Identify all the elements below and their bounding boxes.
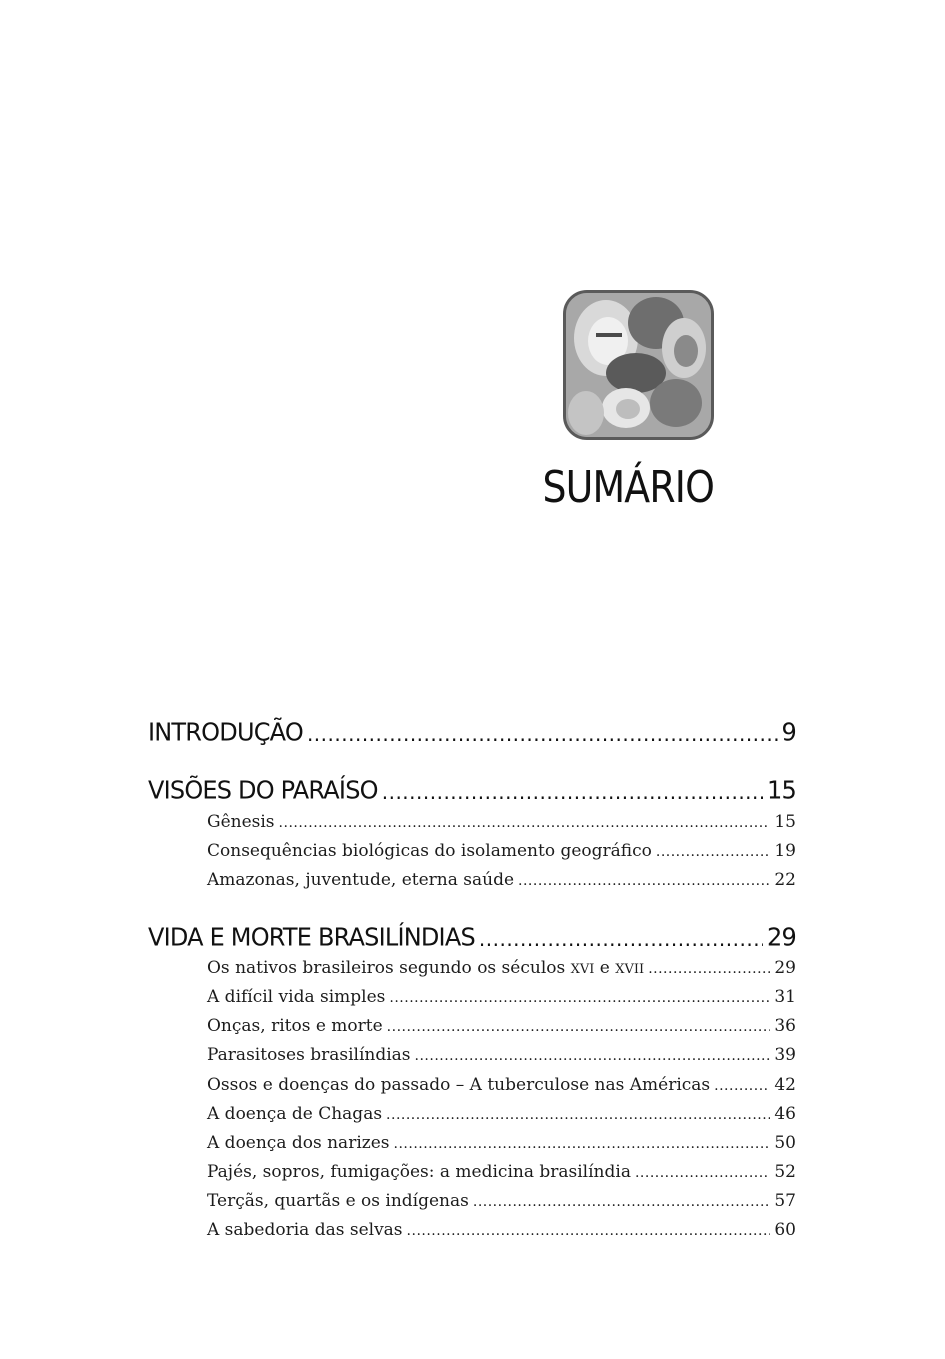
page-number: 19 [774, 841, 796, 861]
page-number: 29 [774, 958, 796, 978]
toc-section[interactable] [207, 1045, 796, 1069]
dot-leader [518, 870, 770, 894]
toc-section[interactable] [207, 812, 796, 836]
toc-section[interactable] [207, 841, 796, 865]
toc-chapter[interactable] [148, 776, 796, 808]
section-title: A sabedoria das selvas [207, 1220, 403, 1240]
page-number: 42 [774, 1075, 796, 1095]
section-title: Os nativos brasileiros segundo os séculos XVI e XVII [207, 958, 645, 978]
page-number: 9 [781, 717, 796, 747]
page-number: 15 [767, 775, 796, 805]
section-title: Consequências biológicas do isolamento geográfico [207, 841, 652, 861]
dot-leader [307, 718, 778, 750]
page-number: 15 [774, 812, 796, 832]
chapter-title: INTRODUÇÃO [148, 717, 303, 747]
section-title: A difícil vida simples [207, 987, 386, 1007]
section-title: Pajés, sopros, fumigações: a medicina brasilíndia [207, 1162, 631, 1182]
toc-section[interactable] [207, 870, 796, 894]
toc-section[interactable] [207, 958, 796, 982]
dot-leader [656, 841, 770, 865]
section-title: A doença de Chagas [207, 1104, 383, 1124]
dot-leader [386, 1104, 770, 1128]
page-number: 60 [774, 1220, 796, 1240]
toc-section[interactable] [207, 1016, 796, 1040]
dot-leader [407, 1220, 771, 1244]
page-number: 22 [774, 870, 796, 890]
page-number: 31 [774, 987, 796, 1007]
chapter-title: VISÕES DO PARAÍSO [148, 775, 378, 805]
toc-section[interactable] [207, 1162, 796, 1186]
toc-section[interactable] [207, 1191, 796, 1215]
toc-section[interactable] [207, 1104, 796, 1128]
page-number: 57 [774, 1191, 796, 1211]
dot-leader [714, 1075, 770, 1099]
dot-leader [479, 923, 763, 955]
chapter-title: VIDA E MORTE BRASILÍNDIAS [148, 922, 475, 952]
dot-leader [394, 1133, 771, 1157]
section-title: Gênesis [207, 812, 275, 832]
toc-section[interactable] [207, 987, 796, 1011]
dot-leader [389, 987, 770, 1011]
toc-chapter[interactable] [148, 718, 796, 750]
dot-leader [635, 1162, 770, 1186]
section-title: Terçãs, quartãs e os indígenas [207, 1191, 469, 1211]
dot-leader [387, 1016, 771, 1040]
dot-leader [473, 1191, 770, 1215]
page-number: 29 [767, 922, 796, 952]
page-number: 46 [774, 1104, 796, 1124]
section-title: A doença dos narizes [207, 1133, 390, 1153]
dot-leader [415, 1045, 771, 1069]
toc-chapter[interactable] [148, 923, 796, 955]
section-title: Onças, ritos e morte [207, 1016, 383, 1036]
page-number: 39 [774, 1045, 796, 1065]
dot-leader [279, 812, 771, 836]
dot-leader [648, 958, 770, 982]
toc-section[interactable] [207, 1133, 796, 1157]
toc-section[interactable] [207, 1075, 796, 1099]
section-title: Ossos e doenças do passado – A tuberculose nas Américas [207, 1075, 711, 1095]
section-title: Amazonas, juventude, eterna saúde [207, 870, 515, 890]
photo-collage-image [566, 293, 711, 437]
page-number: 50 [774, 1133, 796, 1153]
toc-section[interactable] [207, 1220, 796, 1244]
dot-leader [382, 776, 763, 808]
section-title: Parasitoses brasilíndias [207, 1045, 411, 1065]
page-title: SUMÁRIO [542, 462, 714, 513]
page-number: 52 [774, 1162, 796, 1182]
sepia-photo-emblem-icon [563, 290, 714, 440]
page-number: 36 [774, 1016, 796, 1036]
